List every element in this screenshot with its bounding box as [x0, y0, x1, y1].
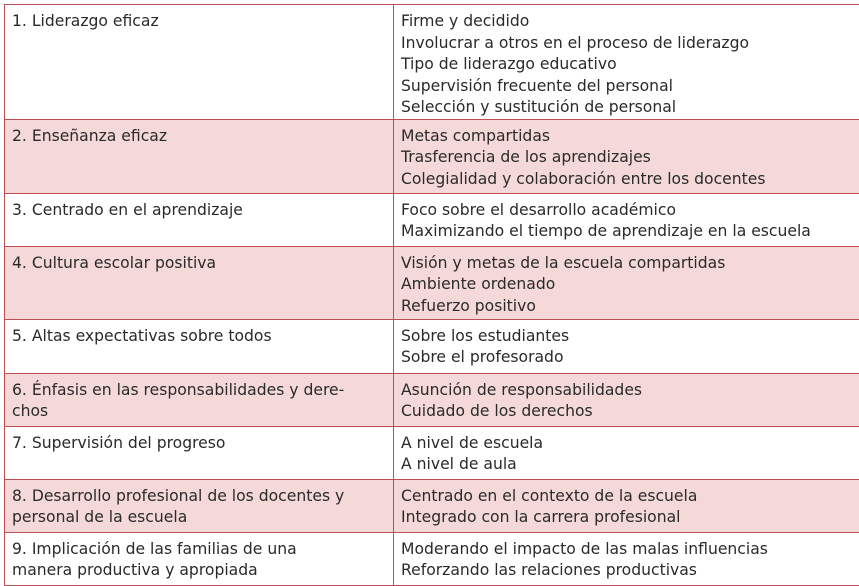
- list-item: Foco sobre el desarrollo académico: [401, 200, 859, 222]
- factor-cell: [5, 5, 394, 120]
- factor-cell: [5, 119, 394, 193]
- table-row: [5, 532, 859, 585]
- factor-cell: [5, 426, 394, 479]
- list-item: Trasferencia de los aprendizajes: [401, 147, 859, 169]
- list-item: Sobre los estudiantes: [401, 326, 859, 348]
- table-row: [5, 319, 859, 373]
- table-row: [5, 5, 859, 120]
- items-cell: [394, 426, 859, 479]
- factor-cell: [5, 373, 394, 426]
- items-cell: [394, 532, 859, 585]
- factor-cell: [5, 246, 394, 319]
- factor-label: 2. Enseñanza eficaz: [12, 126, 386, 148]
- list-item: Cuidado de los derechos: [401, 401, 859, 423]
- factor-label: 5. Altas expectativas sobre todos: [12, 326, 386, 348]
- factor-label-line: 8. Desarrollo profesional de los docentes y: [12, 486, 386, 508]
- table-row: [5, 246, 859, 319]
- list-item: A nivel de aula: [401, 454, 859, 476]
- items-cell: [394, 319, 859, 373]
- list-item: Involucrar a otros en el proceso de liderazgo: [401, 33, 859, 55]
- factor-cell: [5, 319, 394, 373]
- table-row: [5, 373, 859, 426]
- items-cell: [394, 193, 859, 246]
- factor-cell: [5, 532, 394, 585]
- factors-table: [4, 4, 859, 586]
- list-item: Maximizando el tiempo de aprendizaje en la escuela: [401, 221, 859, 243]
- factor-label-line: manera productiva y apropiada: [12, 560, 386, 582]
- factor-label: 7. Supervisión del progreso: [12, 433, 386, 455]
- table-row: [5, 119, 859, 193]
- factor-label-line: chos: [12, 401, 386, 423]
- factor-cell: [5, 479, 394, 532]
- items-cell: [394, 119, 859, 193]
- list-item: Ambiente ordenado: [401, 274, 859, 296]
- items-cell: [394, 479, 859, 532]
- list-item: Tipo de liderazgo educativo: [401, 54, 859, 76]
- items-cell: [394, 373, 859, 426]
- list-item: Centrado en el contexto de la escuela: [401, 486, 859, 508]
- list-item: Moderando el impacto de las malas influencias: [401, 539, 859, 561]
- list-item: Colegialidad y colaboración entre los docentes: [401, 169, 859, 191]
- factor-cell: [5, 193, 394, 246]
- list-item: Integrado con la carrera profesional: [401, 507, 859, 529]
- list-item: Visión y metas de la escuela compartidas: [401, 253, 859, 275]
- factor-label-line: 9. Implicación de las familias de una: [12, 539, 386, 561]
- list-item: Sobre el profesorado: [401, 347, 859, 369]
- factor-label-line: 6. Énfasis en las responsabilidades y dere-: [12, 380, 386, 402]
- items-cell: [394, 246, 859, 319]
- list-item: Reforzando las relaciones productivas: [401, 560, 859, 582]
- factor-label-line: personal de la escuela: [12, 507, 386, 529]
- table-row: [5, 479, 859, 532]
- list-item: A nivel de escuela: [401, 433, 859, 455]
- list-item: Selección y sustitución de personal: [401, 97, 859, 119]
- factor-label: 1. Liderazgo eficaz: [12, 11, 386, 33]
- list-item: Supervisión frecuente del personal: [401, 76, 859, 98]
- list-item: Firme y decidido: [401, 11, 859, 33]
- table-row: [5, 426, 859, 479]
- table-row: [5, 193, 859, 246]
- list-item: Refuerzo positivo: [401, 296, 859, 318]
- list-item: Metas compartidas: [401, 126, 859, 148]
- factor-label: 3. Centrado en el aprendizaje: [12, 200, 386, 222]
- items-cell: [394, 5, 859, 120]
- list-item: Asunción de responsabilidades: [401, 380, 859, 402]
- factor-label: 4. Cultura escolar positiva: [12, 253, 386, 275]
